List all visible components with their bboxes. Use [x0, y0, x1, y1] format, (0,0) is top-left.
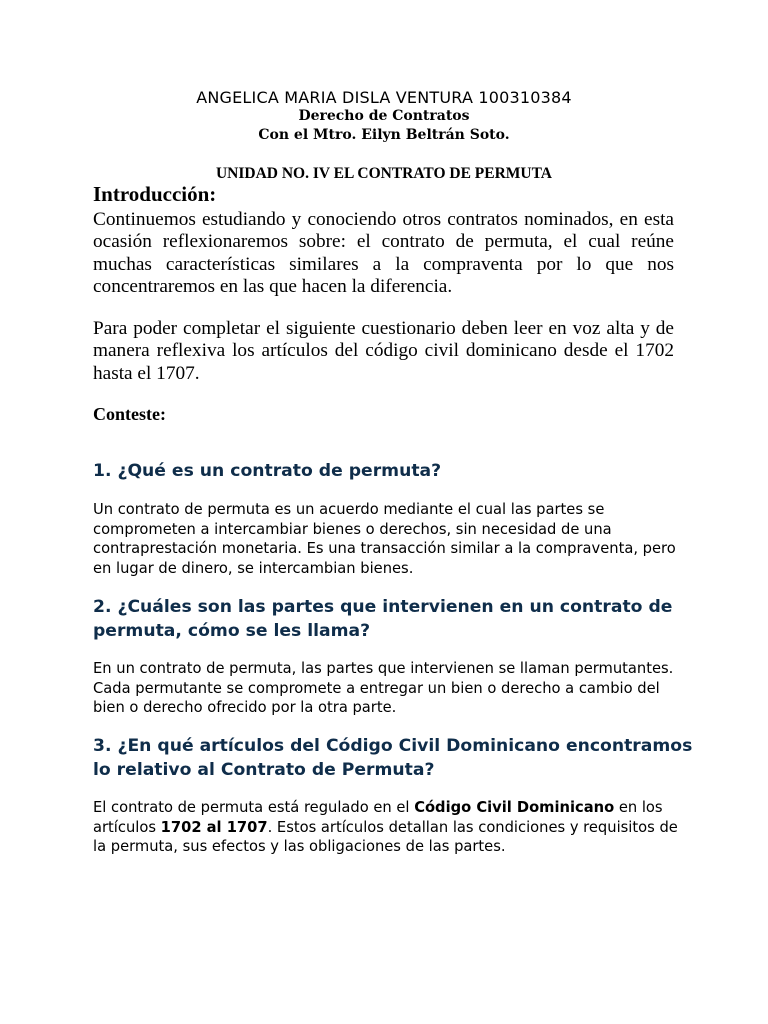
teacher-line: Con el Mtro. Eilyn Beltrán Soto. — [258, 127, 510, 143]
instruction-label: Conteste: — [93, 404, 166, 424]
answer-3-part-3: . Estos artículos detallan las condiciones y requisitos de la permuta, sus efectos y las obligaciones de las partes. — [93, 818, 678, 856]
question-1-heading: 1. ¿Qué es un contrato de permuta? — [93, 461, 442, 481]
answer-3-text — [93, 798, 683, 857]
answer-1-text: Un contrato de permuta es un acuerdo mediante el cual las partes se comprometen a intercambiar bienes o derechos, sin necesidad de una contraprestación monetaria. Es una transacción similar a la compraventa, pero en lugar de dinero, se intercambian bienes. — [93, 501, 676, 578]
author-line: ANGELICA MARIA DISLA VENTURA 100310384 — [196, 88, 572, 107]
answer-3-part-1: El contrato de permuta está regulado en el — [93, 799, 415, 816]
answer-3-code-name: Código Civil Dominicano — [414, 799, 615, 816]
course-title: Derecho de Contratos — [298, 108, 470, 124]
question-2-heading: 2. ¿Cuáles son las partes que intervienen en un contrato de permuta, cómo se les llama? — [93, 597, 673, 641]
answer-3-part-2: en los artículos — [93, 799, 663, 836]
question-3-heading: 3. ¿En qué artículos del Código Civil Dominicano encontramos lo relativo al Contrato de Permuta? — [93, 736, 693, 780]
intro-heading: Introducción: — [93, 182, 217, 206]
intro-paragraph-2: Para poder completar el siguiente cuestionario deben leer en voz alta y de manera reflexiva los artículos del código civil dominicano desde el 1702 hasta el 1707. — [93, 318, 674, 384]
intro-paragraph-1: Continuemos estudiando y conociendo otros contratos nominados, en esta ocasión reflexionaremos sobre: el contrato de permuta, el cual reúne muchas características similares a la compraventa por lo que nos concentraremos en las que hacen la diferencia. — [93, 209, 674, 297]
answer-2-text: En un contrato de permuta, las partes que intervienen se llaman permutantes. Cada permutante se compromete a entregar un bien o derecho a cambio del bien o derecho ofrecido por la otra parte. — [93, 660, 674, 717]
unit-title: UNIDAD NO. IV EL CONTRATO DE PERMUTA — [215, 165, 552, 182]
answer-3-article-range: 1702 al 1707 — [160, 818, 268, 836]
